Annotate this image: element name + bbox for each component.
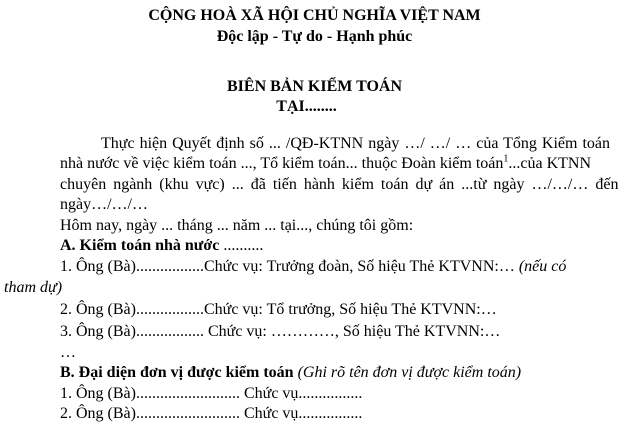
section-b-item-1: 1. Ông (Bà).......................... Chức vụ................ [60, 385, 363, 402]
section-b-heading [60, 363, 521, 383]
intro-line-5: Hôm nay, ngày ... tháng ... năm ... tại..., chúng tôi gồm: [60, 217, 414, 234]
intro-line-4: ngày…/…/… [60, 196, 148, 213]
section-b-item-2: 2. Ông (Bà).......................... Chức vụ................ [60, 405, 363, 422]
section-a-ellipsis: … [60, 344, 76, 361]
intro-line-2-tail: ...của KTNN [508, 155, 592, 172]
section-b-title: B. Đại diện đơn vị được kiểm toán [60, 364, 294, 381]
intro-line-2 [60, 154, 610, 174]
intro-line-3: chuyên ngành (khu vực) ... đã tiến hành kiểm toán dự án ...từ ngày …/…/… đến [60, 176, 619, 193]
section-a-title: A. Kiểm toán nhà nước [60, 237, 220, 254]
intro-line-1: Thực hiện Quyết định số ... /QĐ-KTNN ngày …/ …/ … của Tổng Kiểm toán [101, 135, 610, 152]
section-a-heading [60, 236, 263, 256]
section-a-item-1-text: 1. Ông (Bà).................Chức vụ: Trưởng đoàn, Số hiệu Thẻ KTVNN:… [60, 258, 519, 275]
document-title: BIÊN BẢN KIỂM TOÁN [227, 78, 402, 95]
section-a-item-1-note-cont: tham dự) [4, 279, 63, 296]
section-a-item-3: 3. Ông (Bà)................. Chức vụ: …………, Số hiệu Thẻ KTVNN:… [60, 323, 501, 340]
section-a-item-2: 2. Ông (Bà).................Chức vụ: Tổ trưởng, Số hiệu Thẻ KTVNN:… [60, 301, 497, 318]
section-a-dots: .......... [219, 237, 264, 254]
document-title-location: TẠI........ [276, 98, 337, 115]
footnote-marker: 1 [503, 153, 509, 165]
motto: Độc lập - Tự do - Hạnh phúc [216, 28, 413, 45]
country-heading: CỘNG HOÀ XÃ HỘI CHỦ NGHĨA VIỆT NAM [148, 7, 481, 24]
section-b-note: (Ghi rõ tên đơn vị được kiểm toán) [293, 364, 522, 381]
intro-line-2-text: nhà nước về việc kiểm toán ..., Tổ kiểm toán... thuộc Đoàn kiểm toán [60, 155, 504, 172]
section-a-item-1-note: (nếu có [518, 258, 567, 275]
section-a-item-1 [60, 257, 566, 277]
